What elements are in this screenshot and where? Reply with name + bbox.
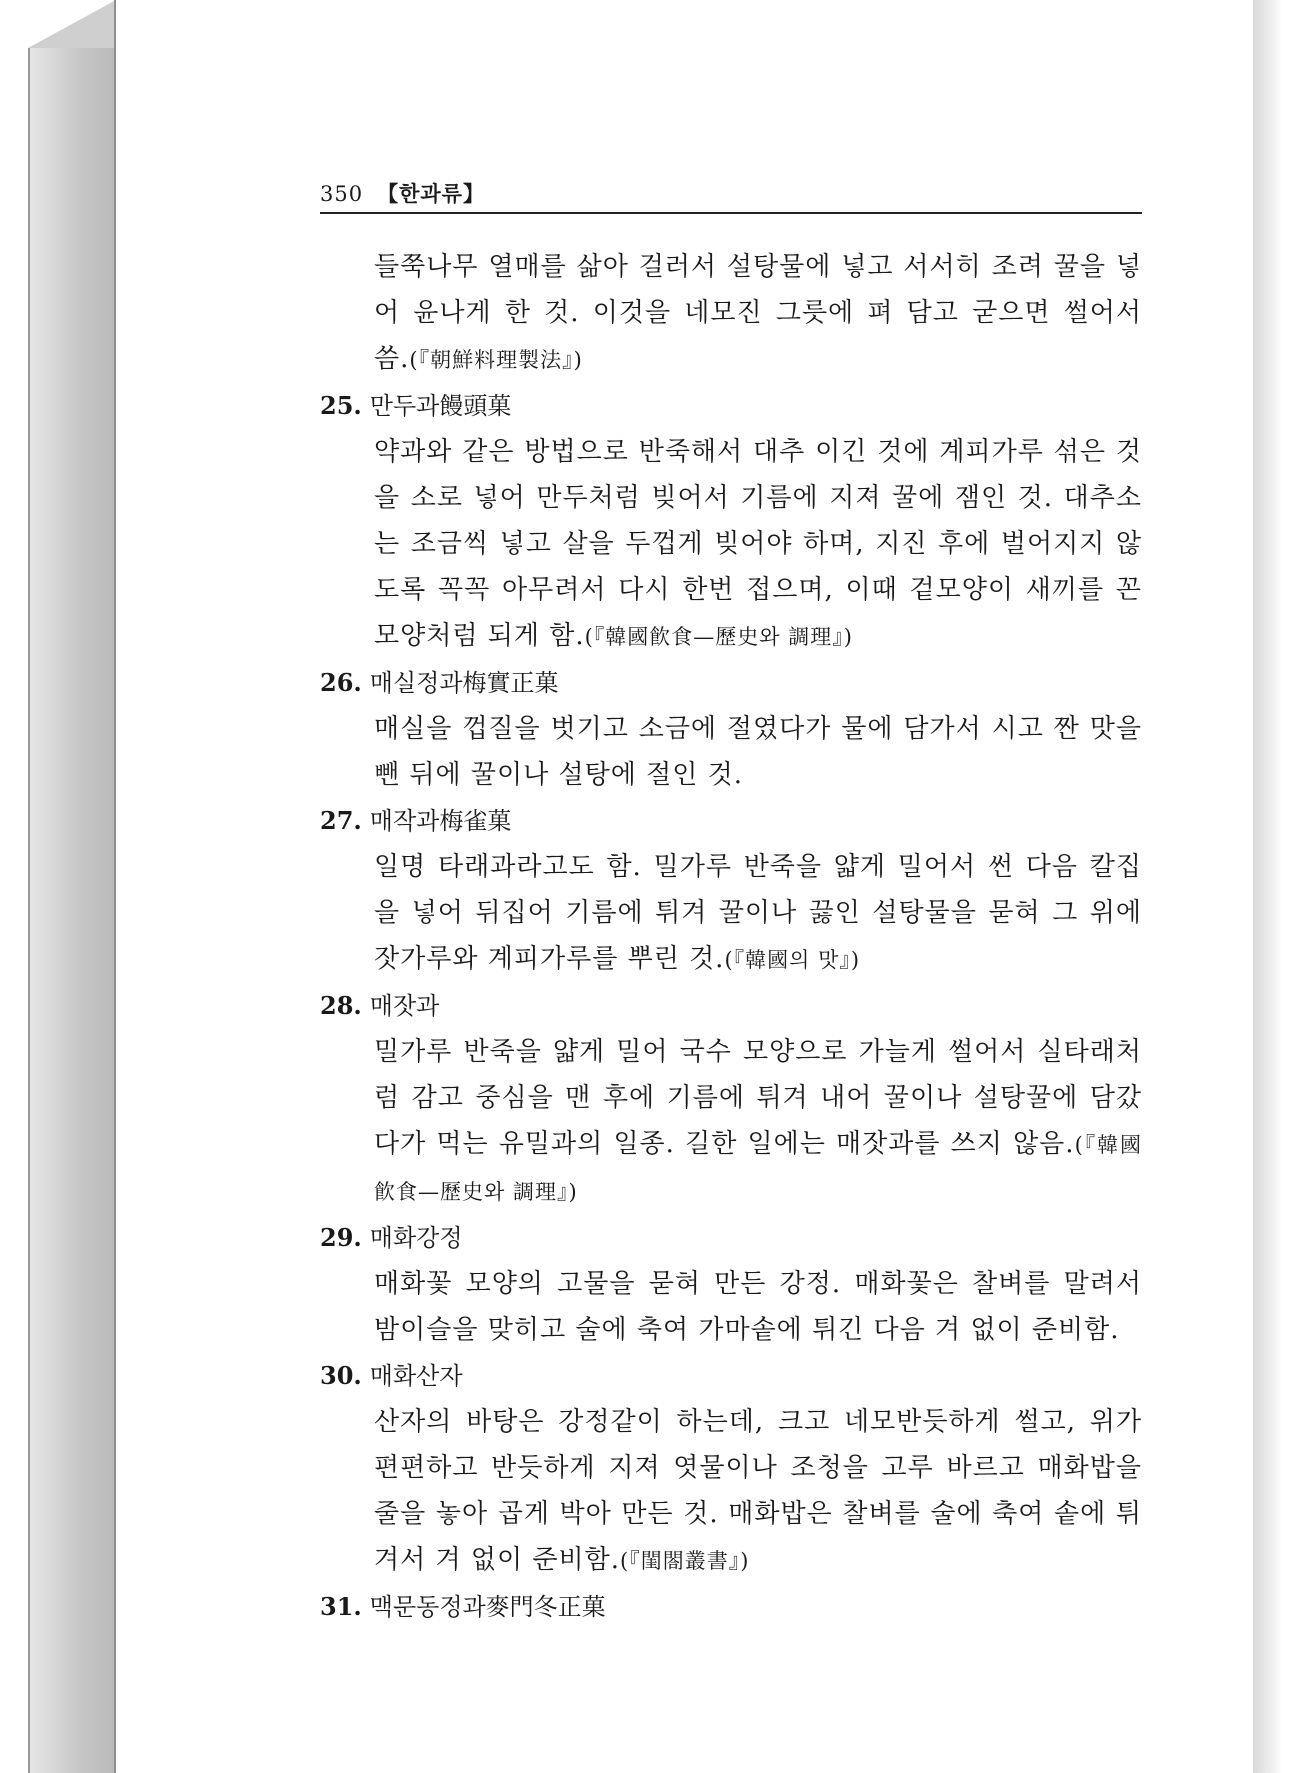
book-spine-top [28,0,116,48]
entry-text: 매화꽃 모양의 고물을 묻혀 만든 강정. 매화꽃은 찰벼를 말려서 밤이슬을 맞히고 술에 축여 가마솥에 튀긴 다음 겨 없이 준비함. [374,1269,1142,1345]
entry-title [320,983,1142,1029]
entry-title [320,798,1142,844]
entry-source: (『韓國飮食—歷史와 調理』) [584,625,853,649]
entry-name: 매화강정 [369,1224,463,1252]
entry-number: 29. [320,1223,362,1252]
entry-number: 26. [320,668,362,697]
header-rule [320,212,1142,214]
entry-name: 매잣과 [369,992,440,1020]
intro-paragraph [374,244,1142,383]
section-title: 【한과류】 [377,181,485,206]
entry-title [320,383,1142,429]
entry-body [374,706,1142,798]
entry-name: 만두과饅頭菓 [369,392,512,420]
entry-title [320,1353,1142,1399]
book-spine [28,48,116,1773]
intro-source: (『朝鮮料理製法』) [409,348,583,372]
entry-source: (『韓國의 맛』) [724,948,861,972]
entry-body [374,1399,1142,1584]
running-head [320,178,485,208]
intro-text: 들쭉나무 열매를 삶아 걸러서 설탕물에 넣고 서서히 조려 꿀을 넣어 윤나게 한 것. 이것을 네모진 그릇에 펴 담고 굳으면 썰어서 씀. [374,252,1142,374]
entry-text: 산자의 바탕은 강정같이 하는데, 크고 네모반듯하게 썰고, 위가 편편하고 반듯하게 지져 엿물이나 조청을 고루 바르고 매화밥을 줄을 놓아 곱게 박아 만든 것. 매화밥은 찰벼를 술에 축여 솥에 튀겨서 겨 없이 준비함. [374,1407,1142,1575]
entry-number: 27. [320,806,362,835]
entry-text: 밀가루 반죽을 얇게 밀어 국수 모양으로 가늘게 썰어서 실타래처럼 감고 중심을 맨 후에 기름에 튀겨 내어 꿀이나 설탕꿀에 담갔다가 먹는 유밀과의 일종. 길한 일에는 매잣과를 쓰지 않음. [374,1037,1142,1159]
entry-text: 일명 타래과라고도 함. 밀가루 반죽을 얇게 밀어서 썬 다음 칼집을 넣어 뒤집어 기름에 튀겨 꿀이나 끓인 설탕물을 묻혀 그 위에 잣가루와 계피가루를 뿌린 것. [374,852,1142,974]
entry-number: 25. [320,391,362,420]
page-number: 350 [320,182,364,206]
entry-name: 맥문동정과麥門冬正菓 [369,1593,606,1621]
entry-body [374,844,1142,983]
entry-number: 28. [320,991,362,1020]
entry-number: 31. [320,1592,362,1621]
entry-number: 30. [320,1361,362,1390]
entry-source: (『閨閤叢書』) [620,1549,750,1573]
entry-title [320,660,1142,706]
entry-text: 매실을 껍질을 벗기고 소금에 절였다가 물에 담가서 시고 짠 맛을 뺀 뒤에 꿀이나 설탕에 절인 것. [374,714,1142,790]
entry-title [320,1584,1142,1630]
entry-text: 약과와 같은 방법으로 반죽해서 대추 이긴 것에 계피가루 섞은 것을 소로 넣어 만두처럼 빚어서 기름에 지져 꿀에 잼인 것. 대추소는 조금씩 넣고 살을 두껍게 빚어야 하며, 지진 후에 벌어지지 않도록 꼭꼭 아무려서 다시 한번 접으며, 이때 겉모양이 새끼를 꼰 모양처럼 되게 함. [374,437,1142,651]
entry-body [374,1029,1142,1215]
entry-source: (『韓國飮食—歷史와 調理』) [374,1133,1142,1204]
entry-body [374,429,1142,660]
entry-title [320,1215,1142,1261]
page-edge-shadow [1253,0,1282,1773]
page-content [320,244,1142,1630]
entry-name: 매화산자 [369,1362,463,1390]
entry-name: 매작과梅雀菓 [369,807,512,835]
entry-name: 매실정과梅實正菓 [369,669,559,697]
entry-body [374,1261,1142,1353]
